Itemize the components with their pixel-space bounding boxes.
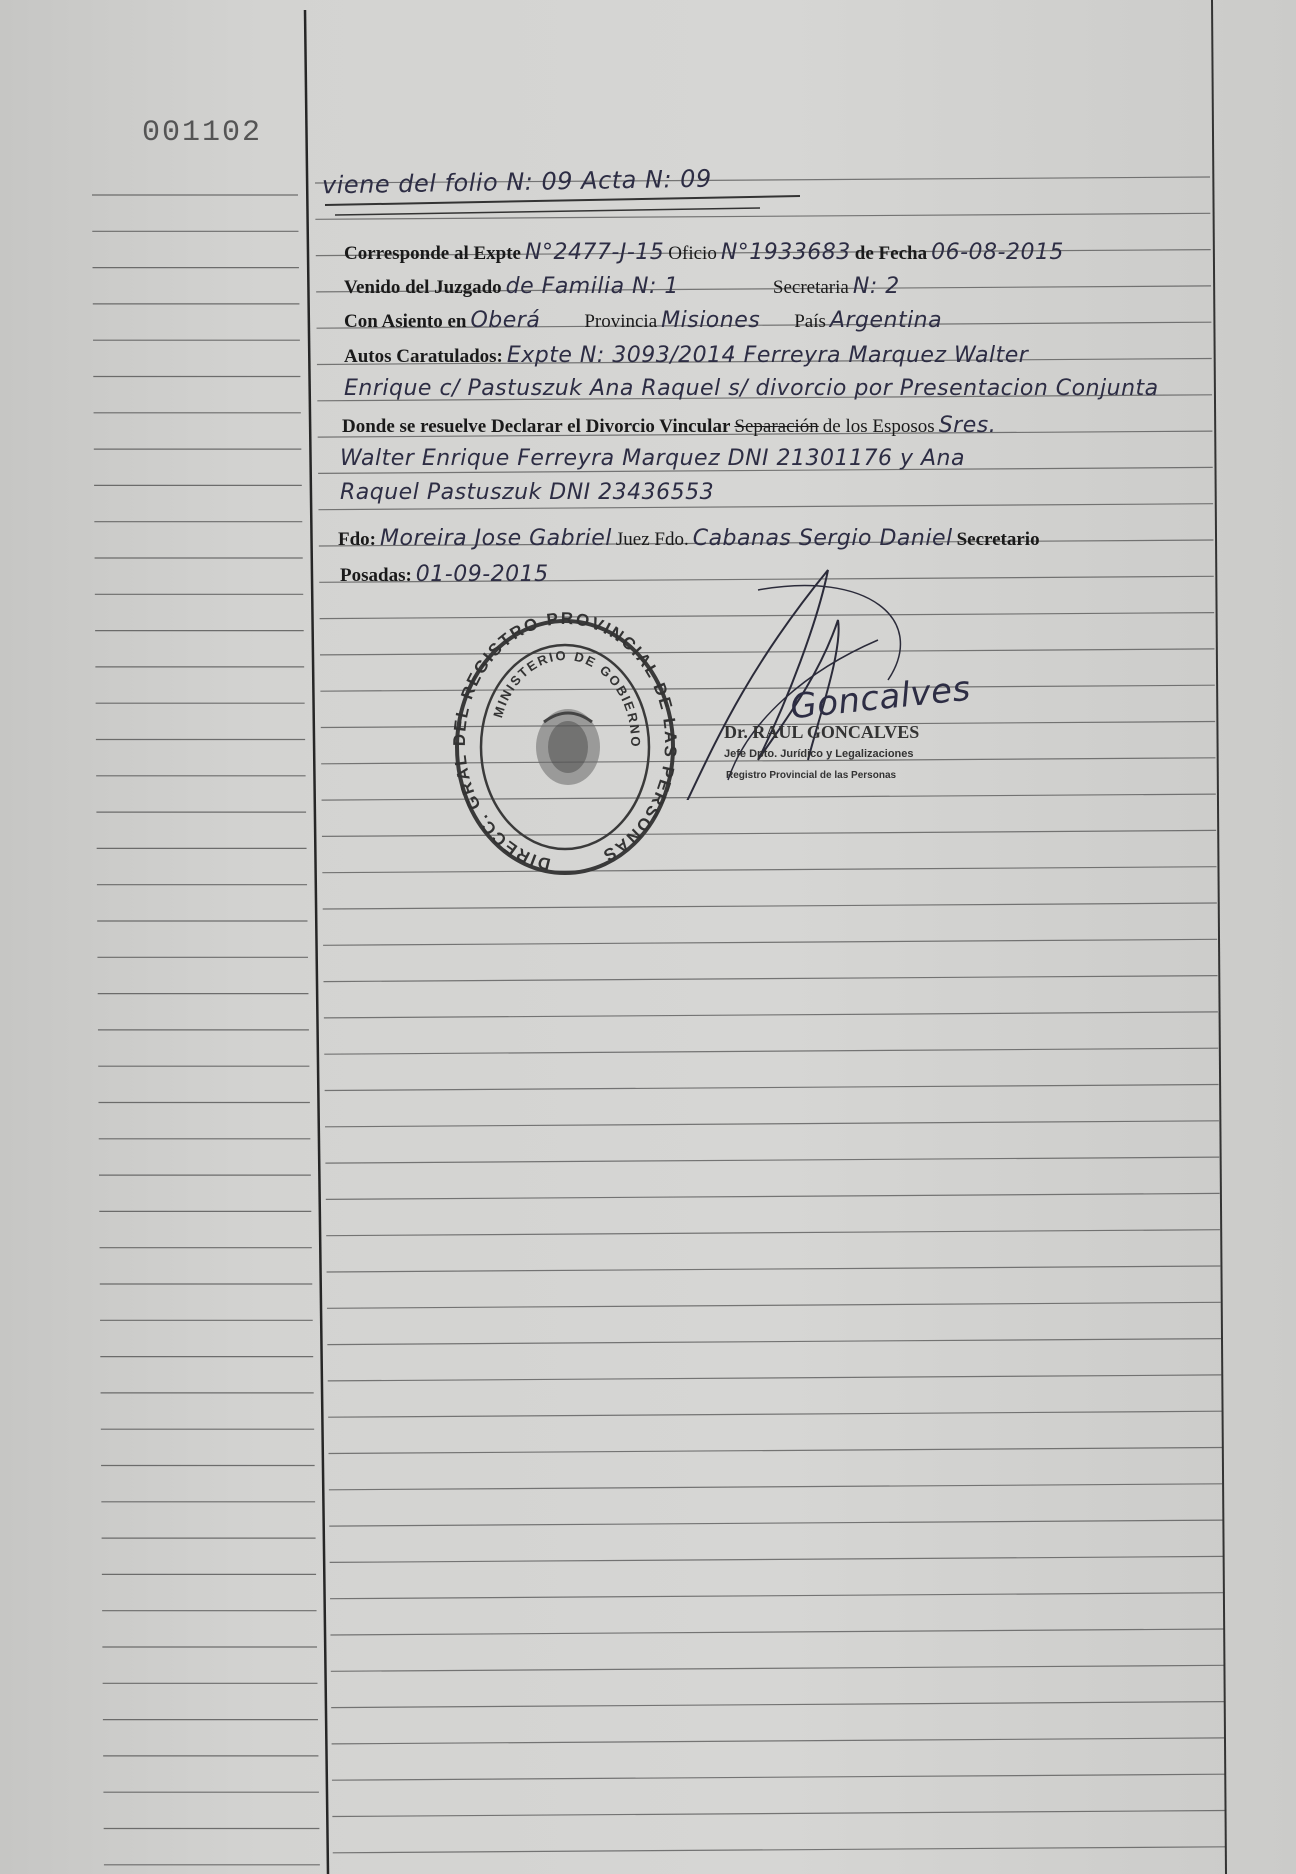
body-ruled-line (329, 1520, 1222, 1526)
esposos-2-value: Raquel Pastuszuk DNI 23436553 (340, 480, 715, 505)
stamp-outer-text: DIRECC. GRAL DEL REGISTRO PROVINCIAL DE LAS PERSONAS (450, 612, 680, 874)
juzgado-label: Venido del Juzgado (344, 277, 502, 298)
body-ruled-line (325, 1157, 1219, 1163)
body-ruled-line (332, 1811, 1225, 1817)
body-ruled-line (324, 1012, 1218, 1018)
form-row-resuelve (342, 413, 996, 438)
signature-office: Registro Provincial de las Personas (726, 770, 897, 781)
secretaria-value: N: 2 (852, 274, 900, 299)
body-ruled-line (332, 1738, 1225, 1744)
secretario-label: Secretario (956, 529, 1040, 550)
secretaria-label: Secretaria (772, 277, 849, 298)
body-ruled-line (329, 1484, 1222, 1490)
fdo-label: Fdo: (338, 529, 376, 550)
signature-name: Dr. RAUL GONCALVES (724, 722, 920, 742)
official-stamp (450, 612, 680, 882)
pais-value: Argentina (829, 308, 943, 333)
coat-of-arms-icon (536, 709, 600, 785)
body-ruled-line (325, 1121, 1219, 1127)
body-ruled-line (325, 1085, 1219, 1091)
autos-value: Expte N: 3093/2014 Ferreyra Marquez Walter (506, 343, 1029, 368)
oficio-label: Oficio (668, 243, 717, 264)
autos-cont-value: Enrique c/ Pastuszuk Ana Raquel s/ divorcio por Presentacion Conjunta (344, 376, 1159, 401)
body-ruled-line (333, 1847, 1226, 1853)
header-note: viene del folio N: 09 Acta N: 09 (321, 164, 712, 200)
form-row-posadas (340, 562, 549, 587)
form-row-autos-cont (344, 376, 1159, 401)
body-ruled-line (323, 939, 1217, 945)
body-ruled-line (330, 1629, 1223, 1635)
resuelve-value: Sres. (938, 413, 997, 438)
expte-label: Corresponde al Expte (344, 243, 521, 264)
body-ruled-line (332, 1774, 1225, 1780)
body-ruled-line (327, 1266, 1221, 1272)
form-row-asiento (344, 308, 942, 333)
provincia-label: Provincia (584, 311, 658, 332)
body-ruled-line (330, 1556, 1223, 1562)
juez-label: Juez Fdo. (615, 529, 689, 550)
body-ruled-line (327, 1302, 1221, 1308)
form-row-expte (344, 240, 1064, 265)
body-ruled-line (315, 213, 1210, 219)
resuelve-struck: Separación (734, 416, 819, 437)
body-ruled-line (329, 1448, 1223, 1454)
asiento-label: Con Asiento en (344, 311, 467, 332)
oficio-value: N°1933683 (720, 240, 851, 265)
signature-title: Jefe Dpto. Jurídico y Legalizaciones (724, 748, 914, 760)
fecha-value: 06-08-2015 (931, 240, 1064, 265)
resuelve-label-end: de los Esposos (822, 416, 935, 437)
body-ruled-line (328, 1411, 1222, 1417)
esposos-1-value: Walter Enrique Ferreyra Marquez DNI 21301176 y Ana (340, 446, 965, 471)
body-ruled-line (323, 903, 1217, 909)
posadas-label: Posadas: (340, 565, 412, 586)
body-ruled-line (326, 1230, 1220, 1236)
stamp-inner-text: MINISTERIO DE GOBIERNO (490, 647, 644, 749)
juez-value: Moreira Jose Gabriel (380, 526, 612, 551)
asiento-value: Oberá (470, 308, 541, 333)
body-ruled-line (324, 1048, 1218, 1054)
form-row-autos (344, 343, 1028, 368)
expte-value: N°2477-J-15 (524, 240, 665, 265)
autos-label: Autos Caratulados: (344, 346, 503, 367)
resuelve-label: Donde se resuelve Declarar el Divorcio Vincular (342, 416, 731, 437)
form-row-firmas (338, 526, 1040, 551)
posadas-date: 01-09-2015 (415, 562, 549, 587)
juzgado-value: de Familia N: 1 (505, 274, 679, 299)
body-ruled-line (331, 1702, 1224, 1708)
body-ruled-line (331, 1665, 1224, 1671)
margin-vertical-line (305, 10, 328, 1874)
body-ruled-line (326, 1193, 1220, 1199)
provincia-value: Misiones (661, 308, 761, 333)
secretario-value: Cabanas Sergio Daniel (692, 526, 953, 551)
form-row-esposos-2 (340, 480, 714, 505)
body-ruled-line (328, 1375, 1222, 1381)
fecha-label: de Fecha (854, 243, 928, 264)
body-ruled-line (327, 1339, 1221, 1345)
body-ruled-line (323, 976, 1217, 982)
folio-number: 001102 (142, 116, 263, 150)
body-ruled-line (330, 1593, 1223, 1599)
pais-label: País (794, 311, 826, 332)
form-row-esposos-1 (340, 446, 965, 471)
signature-handwritten: Goncalves (788, 668, 973, 728)
form-row-juzgado (344, 274, 900, 299)
